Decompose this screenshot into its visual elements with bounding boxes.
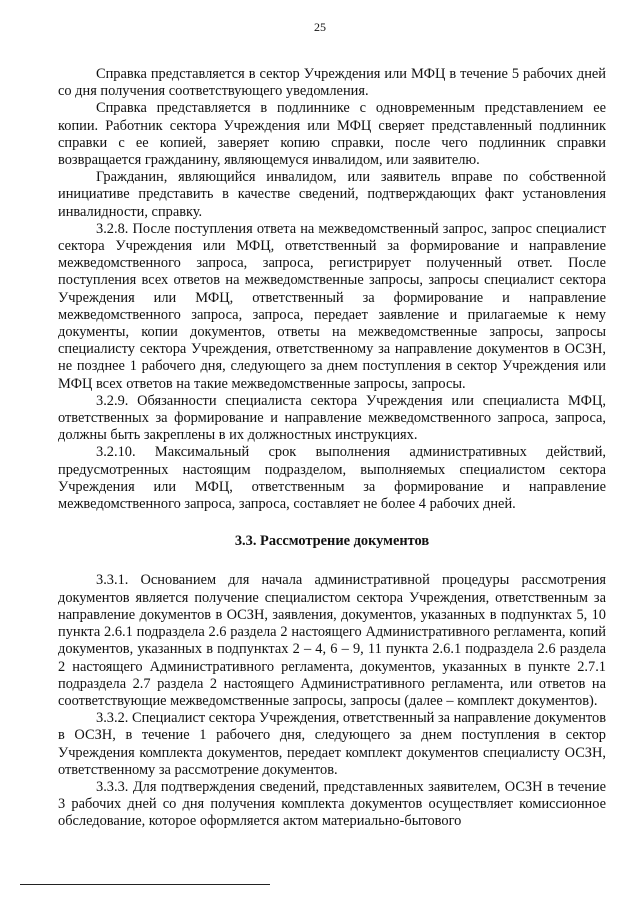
paragraph: Справка представляется в сектор Учреждения или МФЦ в течение 5 рабочих дней со дня получения соответствующего уведомления. bbox=[58, 66, 606, 100]
section-heading: 3.3. Рассмотрение документов bbox=[234, 533, 430, 550]
paragraph: 3.3.2. Специалист сектора Учреждения, ответственный за направление документов в ОСЗН, в течение 1 рабочего дня, следующего за днем поступления в сектор Учреждения комплекта документов, передает комплект документов специалисту ОСЗН, ответственному за рассмотрение документов. bbox=[58, 710, 606, 778]
footnote-divider bbox=[20, 884, 270, 885]
paragraph: Гражданин, являющийся инвалидом, или заявитель вправе по собственной инициативе представить в качестве сведений, подтверждающих факт установления инвалидности, справку. bbox=[58, 169, 606, 220]
document-body bbox=[58, 66, 606, 831]
paragraph: 3.3.1. Основанием для начала административной процедуры рассмотрения документов является получение специалистом сектора Учреждения, ответственным за направление документов в ОСЗН, заявления, документов, указанных в подпунктах 5, 10 пункта 2.6.1 подраздела 2.6 раздела 2 настоящего Административного регламента, копий документов, указанных в подпунктах 2 – 4, 6 – 9, 11 пункта 2.6.1 подраздела 2.6 раздела 2 настоящего Административного регламента, документов, указанных в пункте 2.7.1 подраздела 2.7 раздела 2 настоящего Административного регламента, или ответов на соответствующие межведомственные запросы, запросы (далее – комплект документов). bbox=[58, 572, 606, 709]
paragraph: 3.3.3. Для подтверждения сведений, представленных заявителем, ОСЗН в течение 3 рабочих дней со дня получения комплекта документов осуществляет комиссионное обследование, которое оформляется актом материально-бытового bbox=[58, 778, 606, 830]
paragraph: 3.2.10. Максимальный срок выполнения административных действий, предусмотренных настоящим подразделом, выполняемых специалистом сектора Учреждения или МФЦ, ответственным за формирование и направление межведомственного запроса, запроса, составляет не более 4 рабочих дней. bbox=[58, 444, 606, 513]
paragraph: 3.2.8. После поступления ответа на межведомственный запрос, запрос специалист сектора Учреждения или МФЦ, ответственный за формирование и направление межведомственного запроса, запроса, регистрирует полученный ответ. После поступления всех ответов на межведомственные запросы, запросы специалист сектора Учреждения или МФЦ, ответственный за формирование и направление межведомственного запроса, запроса, передает заявление и прилагаемые к нему документы, копии документов, ответы на межведомственные запросы, запросы специалисту сектора Учреждения, ответственному за направление документов в ОСЗН, не позднее 1 рабочего дня, следующего за днем поступления в сектор Учреждения или МФЦ всех ответов на такие межведомственные запросы, запросы. bbox=[58, 220, 606, 392]
paragraph: 3.2.9. Обязанности специалиста сектора Учреждения или специалиста МФЦ, ответственных за формирование и направление межведомственного запроса, запроса, должны быть закреплены в их должностных инструкциях. bbox=[58, 392, 606, 444]
paragraph: Справка представляется в подлиннике с одновременным представлением ее копии. Работник сектора Учреждения или МФЦ сверяет представленный подлинник справки с ее копией, заверяет копию справки, после чего подлинник справки возвращается гражданину, являющемуся инвалидом, или заявителю. bbox=[58, 100, 606, 169]
page-number: 25 bbox=[314, 20, 326, 34]
